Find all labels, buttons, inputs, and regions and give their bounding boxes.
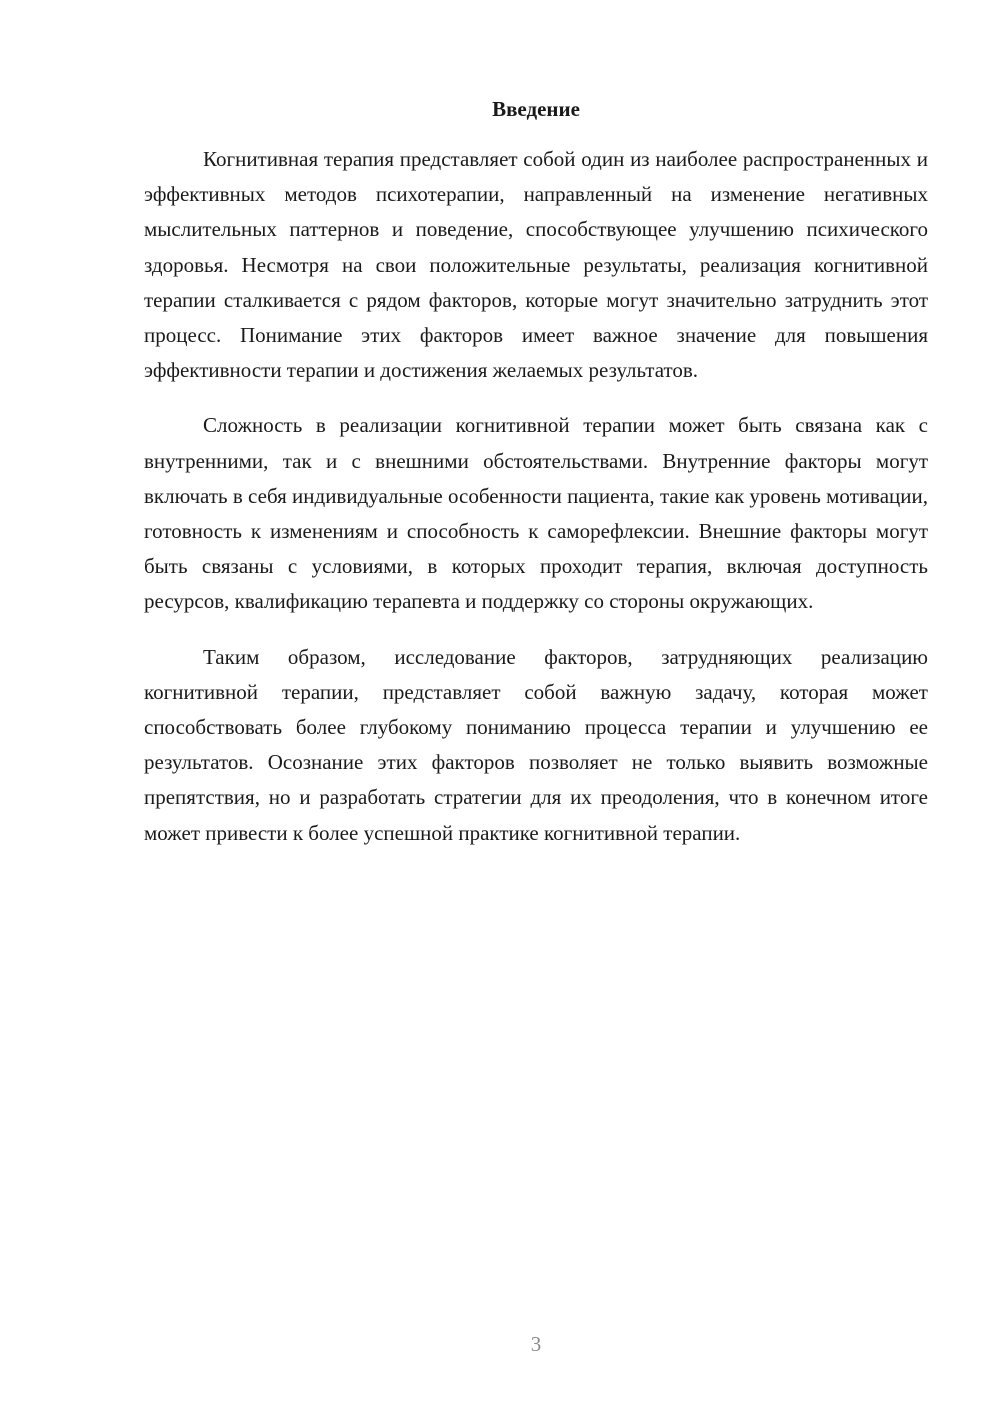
page-number: 3 [530,1332,542,1356]
section-heading: Введение [492,97,580,121]
paragraph-3: Таким образом, исследование факторов, затрудняющих реализацию когнитивной терапии, представляет собой важную задачу, которая может способствовать более глубокому пониманию процесса терапии и улучшению ее результатов. Осознание этих факторов позволяет не только выявить возможные препятствия, но и разработать стратегии для их преодоления, что в конечном итоге может привести к более успешной практике когнитивной терапии. [144,644,928,845]
paragraph-1: Когнитивная терапия представляет собой один из наиболее распространенных и эффективных методов психотерапии, направленный на изменение негативных мыслительных паттернов и поведение, способствующее улучшению психического здоровья. Несмотря на свои положительные результаты, реализация когнитивной терапии сталкивается с рядом факторов, которые могут значительно затруднить этот процесс. Понимание этих факторов имеет важное значение для повышения эффективности терапии и достижения желаемых результатов. [144,147,928,383]
paragraph-2: Сложность в реализации когнитивной терапии может быть связана как с внутренними, так и с внешними обстоятельствами. Внутренние факторы могут включать в себя индивидуальные особенности пациента, такие как уровень мотивации, готовность к изменениям и способность к саморефлексии. Внешние факторы могут быть связаны с условиями, в которых проходит терапия, включая доступность ресурсов, квалификацию терапевта и поддержку со стороны окружающих. [144,413,928,614]
document-page [144,92,928,851]
